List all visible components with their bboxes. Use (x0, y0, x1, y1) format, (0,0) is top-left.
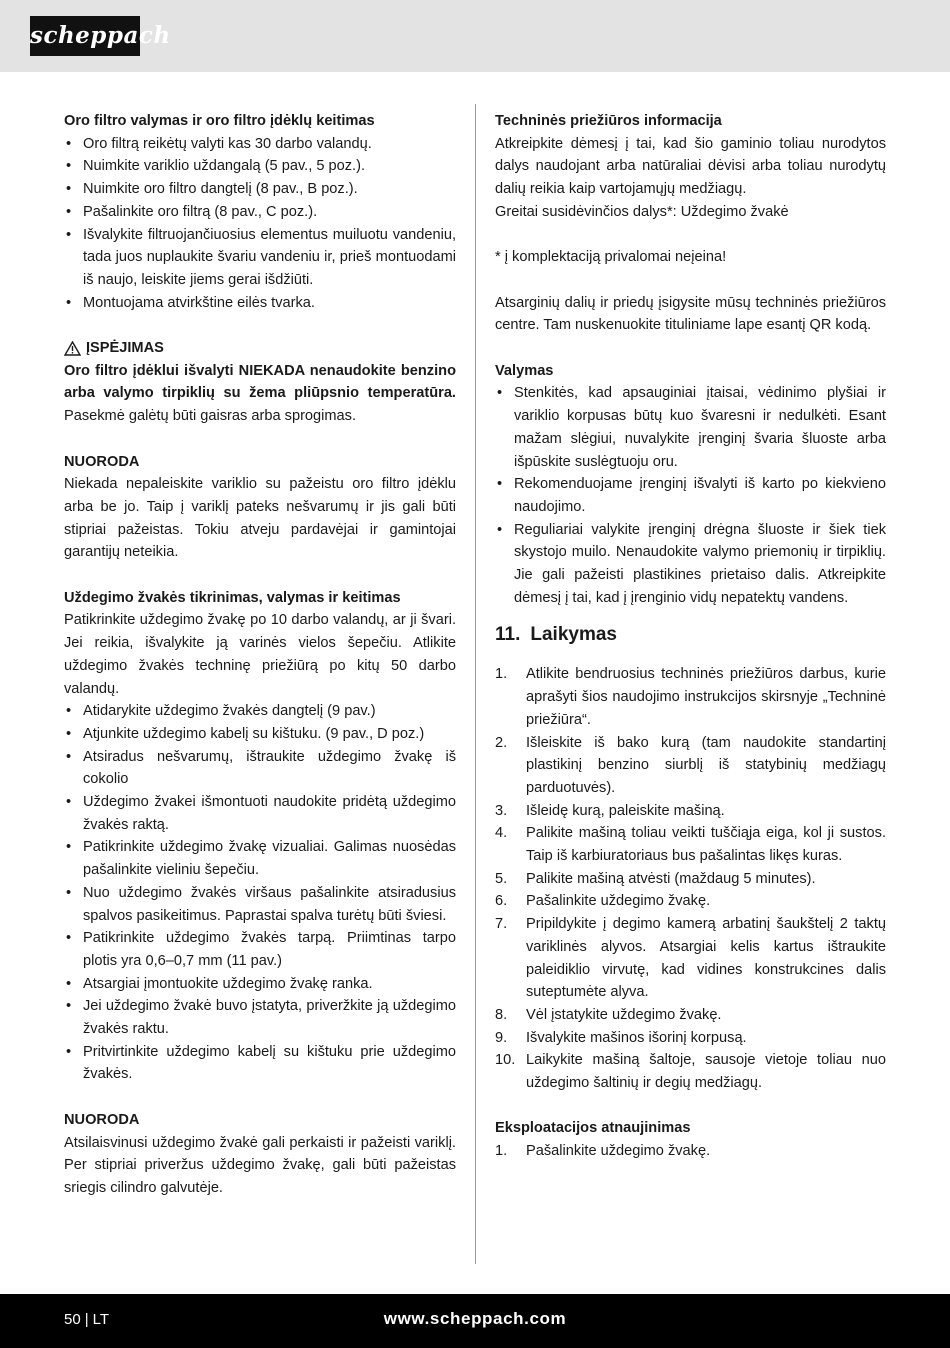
list-item: • Nuo uždegimo žvakės viršaus pašalinkite atsiradusius spalvos pasikeitimus. Paprastai spalva turėtų būti šviesi. (64, 882, 456, 927)
item-number: 7. (495, 916, 508, 933)
item-number: 1. (495, 666, 508, 683)
item-number: 5. (495, 870, 508, 887)
service-info-text: Atkreipkite dėmesį į tai, kad šio gaminio toliau nurodytos dalys naudojant arba natūraliai dėvisi arba toliau nurodytų dalių reikia kaip vartojamųjų medžiagų. (495, 135, 886, 198)
list-item (495, 663, 886, 731)
item-number: 10. (495, 1052, 516, 1069)
storage-section-number: 11. (495, 624, 521, 646)
list-item (495, 1140, 886, 1163)
air-filter-section (64, 110, 456, 314)
list-item: • Atidarykite uždegimo žvakės dangtelį (9 pav.) (64, 700, 456, 723)
left-column (64, 110, 456, 1200)
item-text: Išvalykite mašinos išorinį korpusą. (526, 1029, 747, 1046)
column-divider (475, 104, 476, 1264)
item-number: 6. (495, 893, 508, 910)
cleaning-list (495, 382, 886, 609)
list-item: • Oro filtrą reikėtų valyti kas 30 darbo valandų. (64, 133, 456, 156)
list-item (495, 1049, 886, 1094)
storage-title: Laikymas (530, 624, 617, 646)
item-number: 4. (495, 825, 508, 842)
header-band (0, 0, 950, 72)
warning-heading (64, 337, 456, 360)
warning-plain-text: Pasekmė galėtų būti gaisras arba sprogimas. (64, 408, 357, 425)
item-number: 1. (495, 1143, 508, 1160)
item-text: Atlikite bendruosius techninės priežiūros darbus, kurie aprašyti šios naudojimo instrukcijos skirsnyje „Techninė priežiūra“. (526, 666, 886, 728)
air-filter-title: Oro filtro valymas ir oro filtro įdėklų keitimas (64, 113, 375, 129)
item-number: 8. (495, 1006, 508, 1023)
page-separator: | (84, 1311, 89, 1328)
item-text: Pašalinkite uždegimo žvakę. (526, 893, 711, 910)
item-text: Išleiskite iš bako kurą (tam naudokite standartinį plastikinį benzino siurblį iš statybinių medžiagų parduotuvės). (526, 734, 886, 796)
item-number: 9. (495, 1029, 508, 1046)
restart-list (495, 1140, 886, 1163)
list-item (495, 890, 886, 913)
warning-bold-text: Oro filtro įdėklui išvalyti NIEKADA nenaudokite benzino arba valymo tirpiklių su žema pliūpsnio temperatūra. (64, 362, 456, 402)
service-info-section (495, 110, 886, 337)
note-text: Atsilaisvinusi uždegimo žvakė gali perkaisti ir pažeisti variklį. Per stipriai priveržus uždegimo žvakę, gali būti pažeistas sriegis cilindro galvutėje. (64, 1134, 456, 1196)
spare-parts-text: Atsarginių dalių ir priedų įsigysite mūsų techninės priežiūros centre. Tam nuskenuokite tituliniame lape esantį QR kodą. (495, 294, 886, 334)
warning-section (64, 337, 456, 428)
footer-band (0, 1294, 950, 1348)
brand-logo: scheppach (30, 16, 140, 56)
spark-plug-title: Uždegimo žvakės tikrinimas, valymas ir keitimas (64, 589, 401, 606)
spark-plug-intro: Patikrinkite uždegimo žvakę po 10 darbo valandų, ar ji švari. Jei reikia, išvalykite ją varinės vielos šepečiu. Atlikite uždegimo žvakės techninę priežiūrą po kitų 50 darbo valandų. (64, 612, 456, 697)
warning-triangle-icon (64, 341, 81, 356)
list-item: • Nuimkite oro filtro dangtelį (8 pav., B poz.). (64, 178, 456, 201)
list-item: • Pašalinkite oro filtrą (8 pav., C poz.). (64, 201, 456, 224)
list-item (495, 732, 886, 800)
list-item: • Reguliariai valykite įrenginį drėgna šluoste ir šiek tiek skystojo muilo. Nenaudokite valymo priemonių ir tirpiklių. Jie gali pažeisti plastikines prietaiso dalis. Atkreipkite dėmesį į tai, kad į įrenginio vidų nepatektų vandens. (495, 519, 886, 610)
list-item: • Stenkitės, kad apsauginiai įtaisai, vėdinimo plyšiai ir variklio korpusas būtų kuo švaresni ir nedulkėti. Esant mažam slėgiui, nuvalykite įrenginį švaria šluoste arba išpūskite suslėgtuoju oru. (495, 382, 886, 473)
list-item (495, 868, 886, 891)
note-section (64, 451, 456, 565)
wear-parts-text: Greitai susidėvinčios dalys*: Uždegimo žvakė (495, 203, 789, 220)
cleaning-title: Valymas (495, 362, 554, 379)
item-text: Vėl įstatykite uždegimo žvakę. (526, 1006, 722, 1023)
list-item: • Jei uždegimo žvakė buvo įstatyta, priveržkite ją uždegimo žvakės raktu. (64, 995, 456, 1040)
list-item: • Rekomenduojame įrenginį išvalyti iš karto po kiekvieno naudojimo. (495, 473, 886, 518)
restart-section (495, 1117, 886, 1162)
list-item: • Montuojama atvirkštine eilės tvarka. (64, 292, 456, 315)
restart-title: Eksploatacijos atnaujinimas (495, 1120, 691, 1137)
item-text: Pripildykite į degimo kamerą arbatinį šaukštelį 2 taktų variklinės alyvos. Atsargiai kelis kartus ištraukite paleidiklio virvutę, kad vidines konstrukcines dalis suteptumėte alyva. (526, 916, 886, 1001)
note-section (64, 1109, 456, 1200)
list-item: • Patikrinkite uždegimo žvakę vizualiai. Galimas nuosėdas pašalinkite vieliniu šepečiu. (64, 836, 456, 881)
note-title: NUORODA (64, 1111, 140, 1128)
list-item (495, 1027, 886, 1050)
item-number: 2. (495, 734, 508, 751)
list-item: • Patikrinkite uždegimo žvakės tarpą. Priimtinas tarpo plotis yra 0,6–0,7 mm (11 pav.) (64, 927, 456, 972)
list-item: • Pritvirtinkite uždegimo kabelį su kištuku prie uždegimo žvakės. (64, 1041, 456, 1086)
storage-heading (495, 621, 886, 649)
footnote-text: * į komplektaciją privalomai neįeina! (495, 249, 727, 266)
note-title: NUORODA (64, 453, 140, 470)
cleaning-section (495, 360, 886, 610)
warning-title: ĮSPĖJIMAS (86, 340, 164, 357)
list-item: • Atsargiai įmontuokite uždegimo žvakę ranka. (64, 973, 456, 996)
right-column (495, 110, 886, 1163)
item-text: Palikite mašiną toliau veikti tuščiąja eiga, kol ji sustos. Taip iš karbiuratoriaus bus pašalintas likęs kuras. (526, 825, 886, 865)
item-text: Palikite mašiną atvėsti (maždaug 5 minutes). (526, 870, 816, 887)
item-number: 3. (495, 802, 508, 819)
item-text: Pašalinkite uždegimo žvakę. (526, 1143, 711, 1160)
list-item: • Atsiradus nešvarumų, ištraukite uždegimo žvakę iš cokolio (64, 746, 456, 791)
warning-text (64, 360, 456, 428)
service-info-title: Techninės priežiūros informacija (495, 113, 722, 129)
note-text: Niekada nepaleiskite variklio su pažeistu oro filtro įdėklu arba be jo. Taip į variklį pateks nešvarumų ir jis gali būti stipriai pažeistas. Tokiu atveju pardavėjai ir gamintojai garantijų neteikia. (64, 476, 456, 561)
list-item (495, 800, 886, 823)
list-item (495, 913, 886, 1004)
air-filter-list (64, 133, 456, 315)
list-item (495, 1004, 886, 1027)
list-item: • Uždegimo žvakei išmontuoti naudokite pridėtą uždegimo žvakės raktą. (64, 791, 456, 836)
page-number: 50 (64, 1311, 81, 1328)
list-item (495, 822, 886, 867)
item-text: Išleidę kurą, paleiskite mašiną. (526, 802, 725, 819)
spark-plug-list (64, 700, 456, 1086)
storage-list (495, 663, 886, 1094)
list-item: • Nuimkite variklio uždangalą (5 pav., 5 poz.). (64, 155, 456, 178)
item-text: Laikykite mašiną šaltoje, sausoje vietoje toliau nuo uždegimo šaltinių ir degių medžiagų. (526, 1052, 886, 1092)
storage-section (495, 621, 886, 1094)
list-item: • Išvalykite filtruojančiuosius elementus muiluotu vandeniu, tada juos nuplaukite švariu vandeniu ir, prieš montuodami iš naujo, leiskite jiems gerai išdžiūti. (64, 224, 456, 292)
language-code: LT (92, 1311, 109, 1328)
spark-plug-section (64, 587, 456, 1086)
list-item: • Atjunkite uždegimo kabelį su kištuku. (9 pav., D poz.) (64, 723, 456, 746)
website-url: www.scheppach.com (383, 1309, 567, 1328)
